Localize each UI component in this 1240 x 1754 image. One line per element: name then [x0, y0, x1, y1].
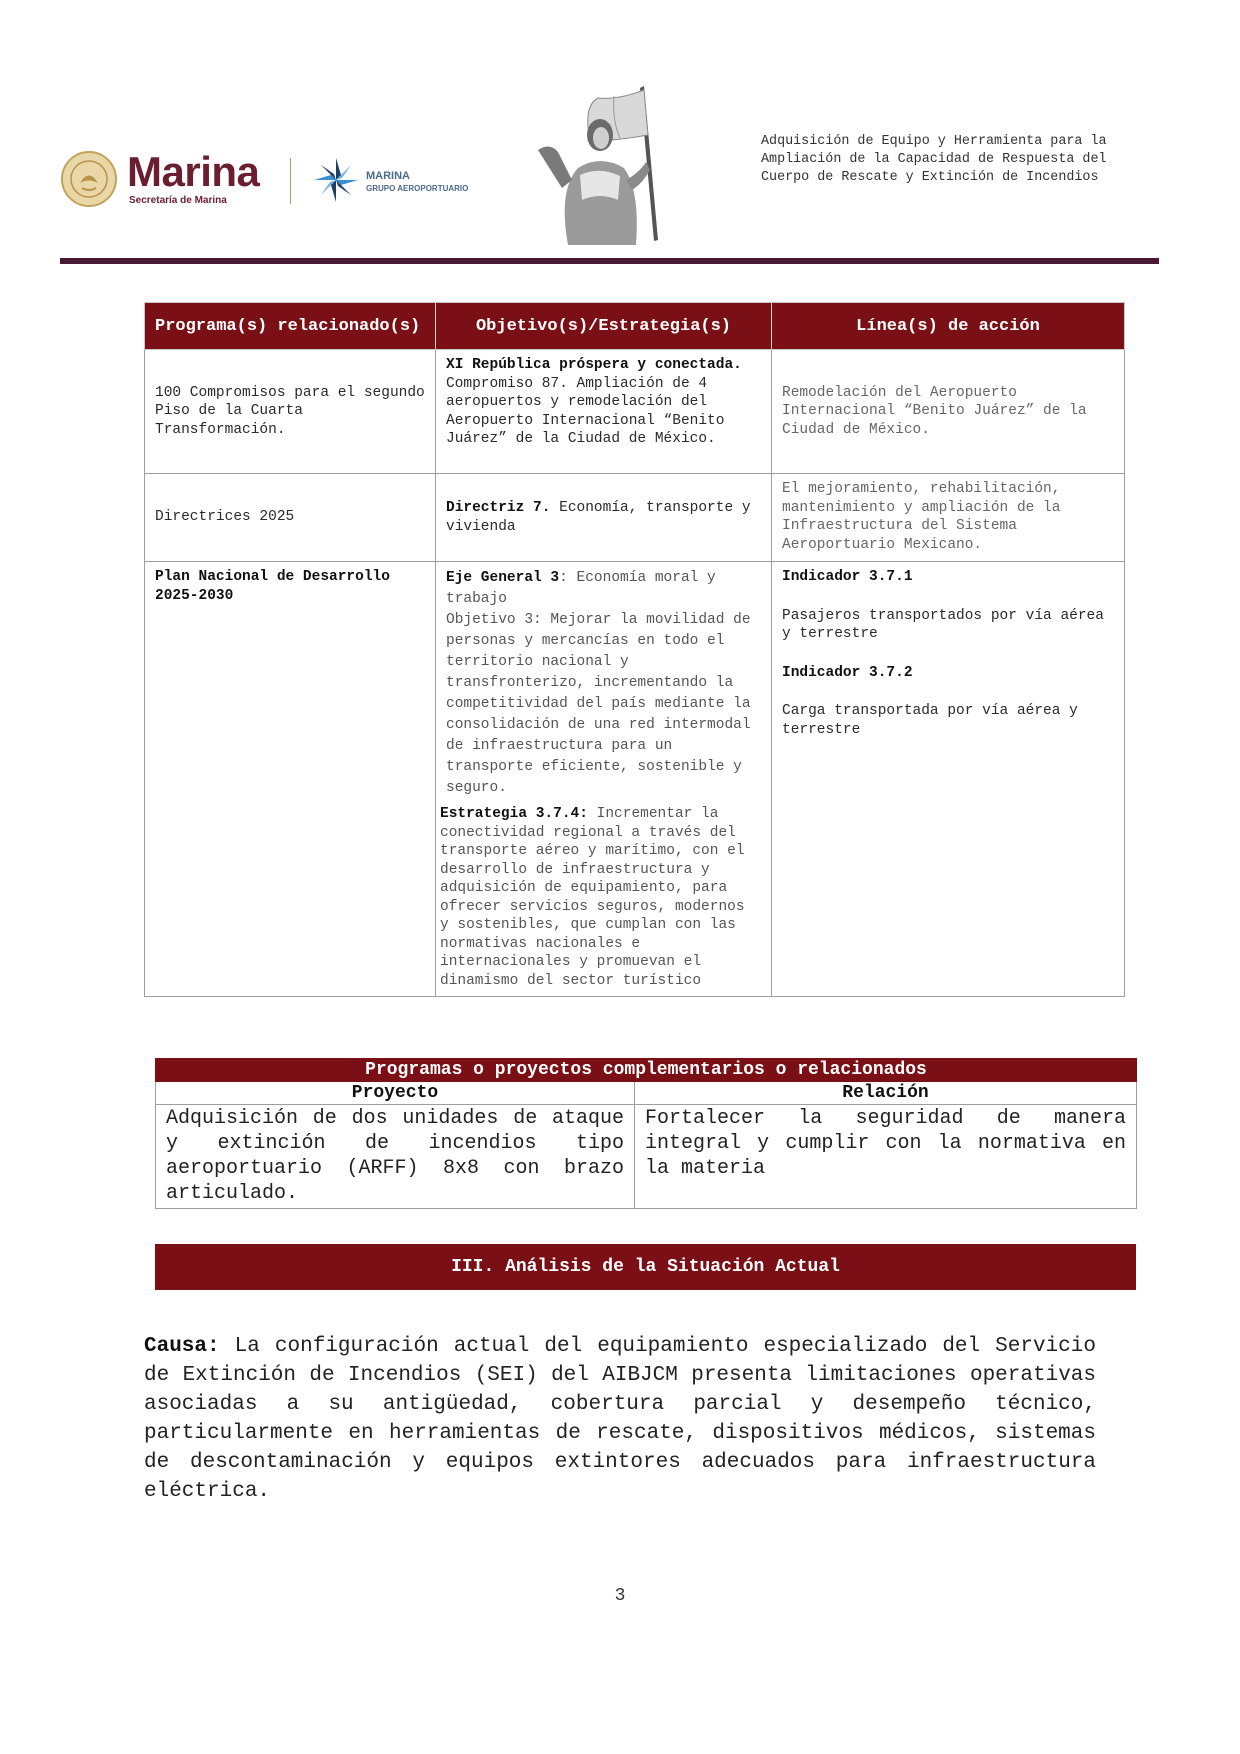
strategy-block [440, 805, 761, 990]
column-header-program: Programa(s) relacionado(s) [145, 303, 436, 350]
column-header-action: Línea(s) de acción [772, 303, 1125, 350]
complementary-programs-table [155, 1058, 1137, 1209]
program-cell: 100 Compromisos para el segundo Piso de la Cuarta Transformación. [145, 350, 436, 474]
spacer [782, 587, 1114, 607]
axis-text: : Economía moral y trabajo [446, 570, 716, 607]
document-title-line: Adquisición de Equipo y Herramienta para la [761, 134, 1107, 149]
objective-cell [436, 350, 772, 474]
program-cell [145, 562, 436, 997]
cause-label: Causa: [144, 1335, 220, 1358]
axis-bold-text: Eje General 3 [446, 570, 560, 586]
objective-bold-text: Directriz 7. [446, 500, 551, 516]
related-programs-table [144, 302, 1125, 997]
program-cell: Directrices 2025 [145, 474, 436, 562]
airport-group-logo-icon [312, 156, 360, 204]
heroine-flag-illustration [528, 80, 688, 245]
spacer [782, 644, 1114, 664]
indicator-label: Indicador 3.7.1 [782, 569, 913, 585]
page-number: 3 [614, 1586, 626, 1606]
indicator-text: Pasajeros transportados por vía aérea y terrestre [782, 607, 1104, 642]
objective-text: Economía, transporte y vivienda [446, 500, 751, 535]
document-title-line: Cuerpo de Rescate y Extinción de Incendios [761, 170, 1099, 185]
column-header-relation: Relación [635, 1082, 1137, 1105]
airport-logo-subtitle: GRUPO AEROPORTUARIO [366, 184, 469, 193]
program-bold-text: Plan Nacional de Desarrollo 2025-2030 [155, 569, 390, 604]
marina-logo-subtitle: Secretaría de Marina [129, 195, 227, 206]
objective-text: Compromiso 87. Ampliación de 4 aeropuertos y remodelación del Aeropuerto Internacional “Benito Juárez” de la Ciudad de México. [446, 375, 725, 447]
table-header-row [145, 303, 1125, 350]
objective-cell [436, 474, 772, 562]
table-banner-row [156, 1059, 1137, 1082]
cause-text: La configuración actual del equipamiento especializado del Servicio de Extinción de Incendios (SEI) del AIBJCM presenta limitaciones operativas asociadas a su antigüedad, cobertura parcial y desempeño técnico, particularmente en herramientas de rescate, dispositivos médicos, sistemas de descontaminación y equipos extintores adecuados para infraestructura eléctrica. [144, 1335, 1096, 1503]
document-title-line: Ampliación de la Capacidad de Respuesta del [761, 152, 1107, 167]
column-header-objective: Objetivo(s)/Estrategia(s) [436, 303, 772, 350]
strategy-bold-text: Estrategia 3.7.4: [440, 806, 588, 822]
action-cell: El mejoramiento, rehabilitación, mantenimiento y ampliación de la Infraestructura del Sistema Aeroportuario Mexicano. [772, 474, 1125, 562]
objective-text: Objetivo 3: Mejorar la movilidad de personas y mercancías en todo el territorio nacional y transfronterizo, incrementando la competitividad del país mediante la consolidación de una red intermodal de infraestructura para un transporte eficiente, sostenible y seguro. [446, 612, 751, 796]
table-row [145, 350, 1125, 474]
action-cell [772, 562, 1125, 997]
national-seal-icon [60, 150, 118, 208]
project-cell: Adquisición de dos unidades de ataque y extinción de incendios tipo aeroportuario (ARFF) 8x8 con brazo articulado. [156, 1105, 635, 1209]
objective-bold-text: XI República próspera y conectada. [446, 357, 742, 373]
indicator-label: Indicador 3.7.2 [782, 664, 913, 681]
table-row [156, 1105, 1137, 1209]
document-title [761, 133, 1161, 187]
column-header-project: Proyecto [156, 1082, 635, 1105]
action-cell: Remodelación del Aeropuerto Internacional “Benito Juárez” de la Ciudad de México. [772, 350, 1125, 474]
relation-cell: Fortalecer la seguridad de manera integral y cumplir con la normativa en la materia [635, 1105, 1137, 1209]
header-rule [60, 258, 1159, 264]
table-row [145, 474, 1125, 562]
complementary-banner: Programas o proyectos complementarios o relacionados [156, 1059, 1137, 1082]
marina-logo-word: Marina [127, 148, 260, 195]
page-header [0, 0, 1240, 270]
indicator-text: Carga transportada por vía aérea y terrestre [782, 703, 1078, 738]
table-row [145, 562, 1125, 997]
airport-logo-title: MARINA [366, 170, 410, 182]
spacer [782, 682, 1114, 702]
section-title: III. Análisis de la Situación Actual [155, 1244, 1136, 1290]
cause-paragraph [144, 1332, 1096, 1506]
axis-objective-block [446, 568, 761, 799]
logo-divider [290, 158, 291, 204]
objective-cell [436, 562, 772, 997]
strategy-text: Incrementar la conectividad regional a través del transporte aéreo y marítimo, con el desarrollo de infraestructura y adquisición de equipamiento, para ofrecer servicios seguros, modernos y sostenibles, que cumplan con las normativas nacionales e internacionales y promuevan el dinamismo del sector turístico [440, 806, 745, 989]
table-header-row [156, 1082, 1137, 1105]
